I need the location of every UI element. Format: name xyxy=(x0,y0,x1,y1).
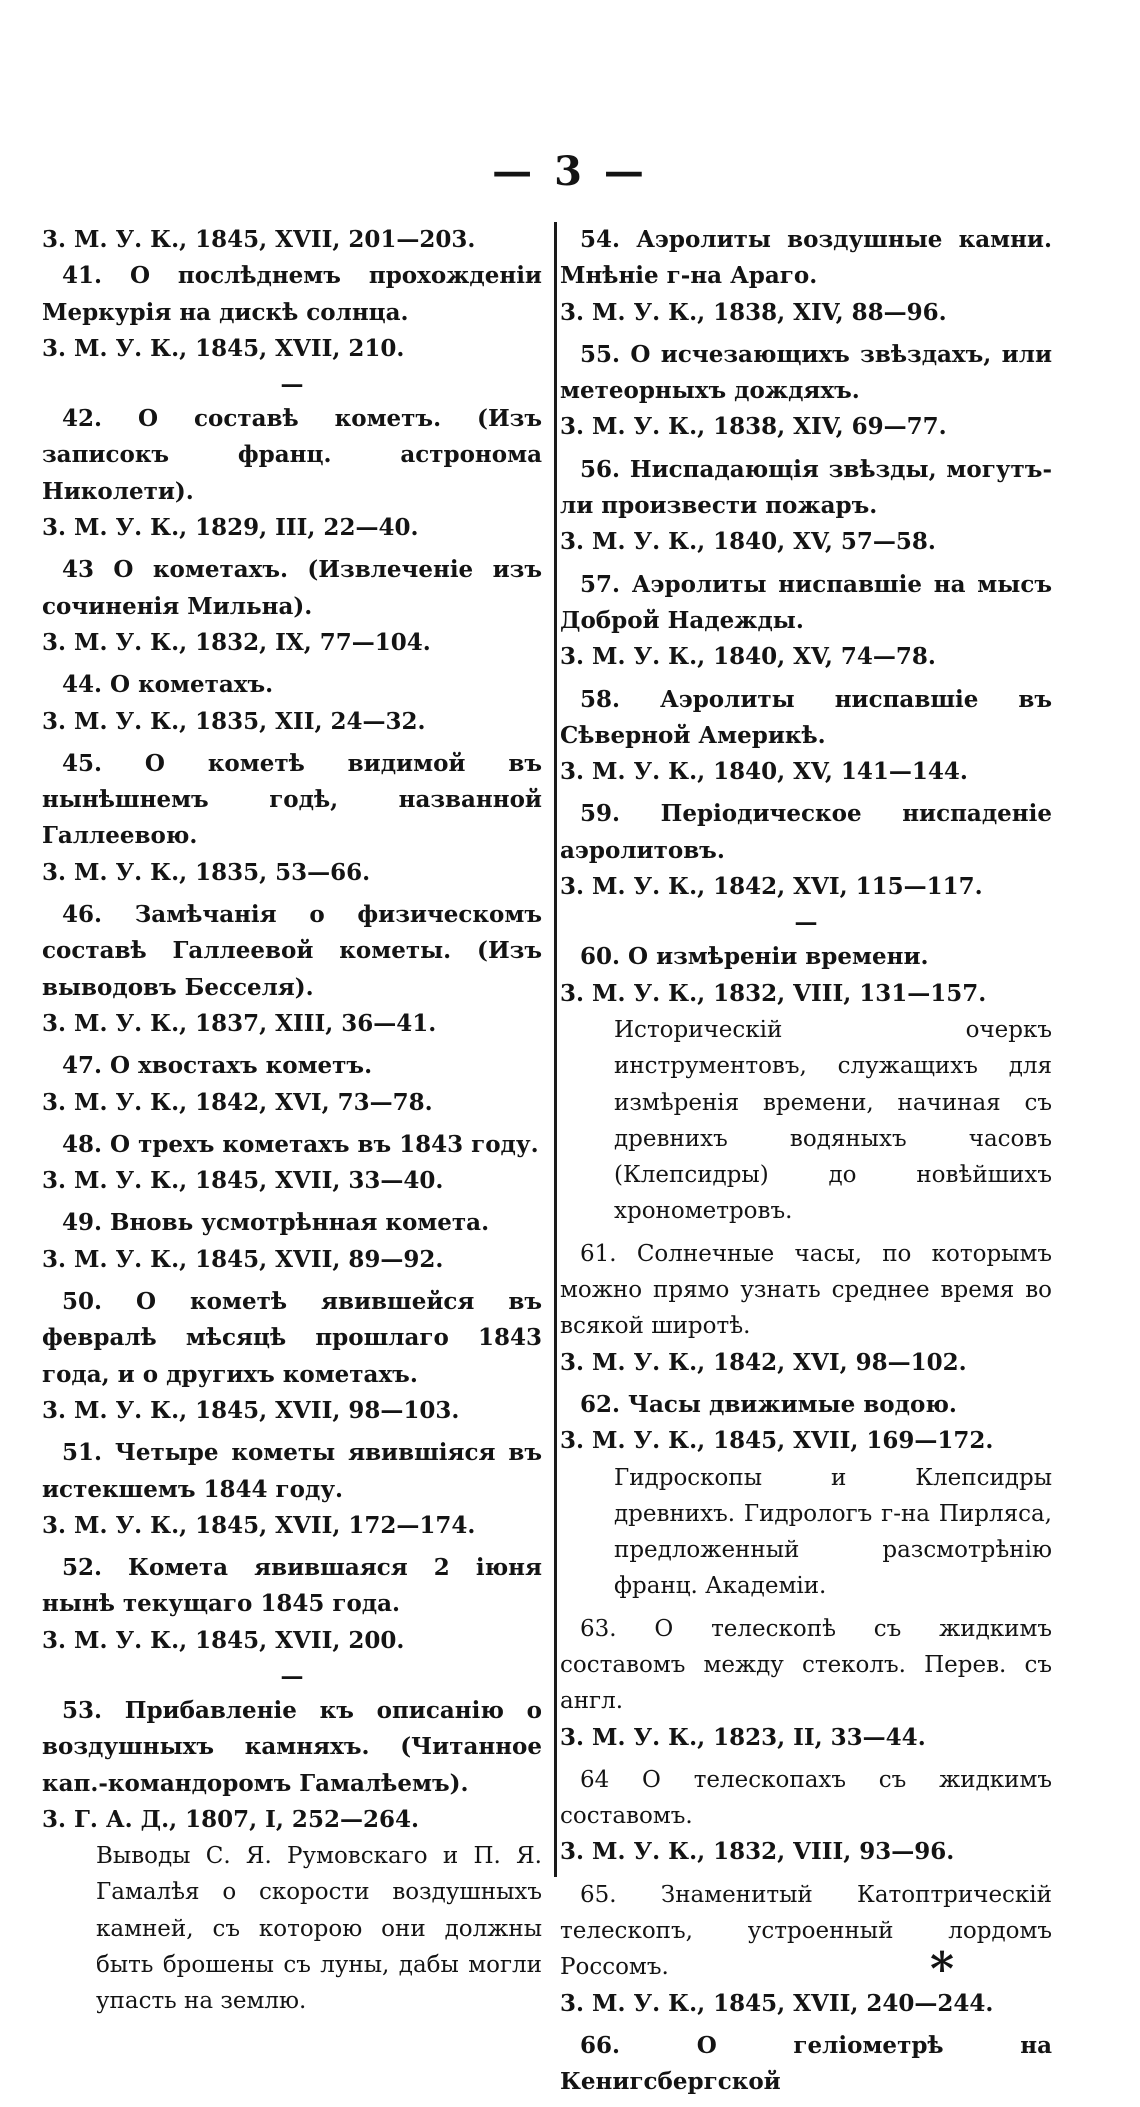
entry-note: Выводы С. Я. Румовскаго и П. Я. Гамалѣя о скорости воздушныхъ камней, съ которою они должны быть брошены съ луны, дабы могли упасть на землю. xyxy=(96,1843,542,2015)
entry-source: 3. М. У. К., 1837, XIII, 36—41. xyxy=(42,1009,437,1037)
page-number: — 3 — xyxy=(492,148,648,195)
entry-65 xyxy=(560,1877,1052,2022)
entry-source: 3. М. У. К., 1835, XII, 24—32. xyxy=(42,707,426,735)
entry-title: 41. О послѣднемъ прохожденіи Меркурія на дискѣ солнца. xyxy=(42,262,542,326)
entry-57 xyxy=(560,567,1052,676)
entry-title: 62. Часы движимые водою. xyxy=(580,1390,957,1418)
entry-title: 64 О телескопахъ съ жидкимъ составомъ. xyxy=(560,1766,1052,1830)
entry-title: 47. О хвостахъ кометъ. xyxy=(62,1052,373,1080)
entry-source: 3. М. У. К., 1845, XVII, 33—40. xyxy=(42,1167,444,1195)
entry-48 xyxy=(42,1127,542,1200)
right-column xyxy=(560,222,1052,2107)
signature-mark: * xyxy=(930,1942,955,1996)
entry-source: 3. Г. А. Д., 1807, I, 252—264. xyxy=(42,1805,419,1833)
entry-64 xyxy=(560,1762,1052,1871)
entry-title: 53. Прибавленіе къ описанію о воздушныхъ камняхъ. (Читанное кап.-командоромъ Гамалѣемъ). xyxy=(42,1696,542,1797)
entry-49 xyxy=(42,1205,542,1278)
entry-title: 49. Вновь усмотрѣнная комета. xyxy=(62,1209,490,1237)
entry-source: 3. М. У. К., 1832, VIII, 131—157. xyxy=(560,979,987,1007)
entry-title: 44. О кометахъ. xyxy=(62,671,274,699)
entry-source: 3. М. У. К., 1845, XVII, 169—172. xyxy=(560,1427,994,1455)
entry-title: 61. Солнечные часы, по которымъ можно прямо узнать среднее время во всякой широтѣ. xyxy=(560,1240,1052,1340)
entry-note: Историческій очеркъ инструментовъ, служащихъ для измѣренія времени, начиная съ древнихъ водяныхъ часовъ (Клепсидры) до новѣйшихъ хронометровъ. xyxy=(614,1016,1052,1225)
entry-44 xyxy=(42,667,542,740)
entry-54 xyxy=(560,222,1052,331)
entry-source: 3. М. У. К., 1845, XVII, 200. xyxy=(42,1626,405,1654)
entry-59 xyxy=(560,796,1052,905)
entry-63 xyxy=(560,1611,1052,1756)
entry-title: 66. О геліометрѣ на Кенигсбергской xyxy=(560,2031,1052,2096)
entry-title: 48. О трехъ кометахъ въ 1843 году. xyxy=(62,1130,539,1158)
entry-title: 55. О исчезающихъ звѣздахъ, или метеорныхъ дождяхъ. xyxy=(560,340,1052,405)
entry-61 xyxy=(560,1236,1052,1381)
entry-source: 3. М. У. К., 1845, XVII, 98—103. xyxy=(42,1396,460,1424)
entry-source: 3. М. У. К., 1845, XVII, 240—244. xyxy=(560,1989,994,2017)
section-divider: — xyxy=(280,1662,304,1690)
left-column xyxy=(42,222,542,2026)
entry-56 xyxy=(560,452,1052,561)
entry-58 xyxy=(560,682,1052,791)
entry-title: 58. Аэролиты ниспавшіе въ Сѣверной Америкѣ. xyxy=(560,685,1052,749)
entry-note: Гидроскопы и Клепсидры древнихъ. Гидрологъ г-на Пирляса, предложенный разсмотрѣнію франц. Академіи. xyxy=(614,1464,1052,1600)
entry-source: 3. М. У. К., 1823, II, 33—44. xyxy=(560,1723,926,1751)
entry-title: 51. Четыре кометы явившіяся въ истекшемъ 1844 году. xyxy=(42,1439,542,1503)
entry-42 xyxy=(42,401,542,546)
entry-title: 63. О телескопѣ съ жидкимъ составомъ между стеколъ. Перев. съ англ. xyxy=(560,1615,1052,1715)
entry-source: 3. М. У. К., 1842, XVI, 73—78. xyxy=(42,1088,433,1116)
entry-title: 42. О составѣ кометъ. (Изъ записокъ франц. астронома Николети). xyxy=(42,405,542,505)
entry-51 xyxy=(42,1435,542,1544)
entry-source: 3. М. У. К., 1838, XIV, 88—96. xyxy=(560,298,947,326)
entry-title: 52. Комета явившаяся 2 іюня нынѣ текущаго 1845 года. xyxy=(42,1554,542,1618)
entry-50 xyxy=(42,1284,542,1429)
entry-title: 56. Ниспадающія звѣзды, могутъ-ли произвести пожаръ. xyxy=(560,455,1052,520)
entry-title: 45. О кометѣ видимой въ нынѣшнемъ годѣ, названной Галлеевою. xyxy=(42,749,542,850)
entry-53 xyxy=(42,1693,542,2020)
entry-title: 60. О измѣреніи времени. xyxy=(580,943,929,971)
entry-41 xyxy=(42,258,542,367)
column-divider xyxy=(554,222,557,1877)
entry-title: 57. Аэролиты ниспавшіе на мысъ Доброй Надежды. xyxy=(560,570,1052,634)
entry-60 xyxy=(560,939,1052,1229)
entry-title: 46. Замѣчанія о физическомъ составѣ Галлеевой кометы. (Изъ выводовъ Бесселя). xyxy=(42,901,542,1001)
entry-source: 3. М. У. К., 1840, XV, 141—144. xyxy=(560,758,968,786)
entry-source: 3. М. У. К., 1845, XVII, 210. xyxy=(42,334,405,362)
entry-title: 59. Періодическое ниспаденіе аэролитовъ. xyxy=(560,800,1052,864)
entry-title: 65. Знаменитый Катоптрическій телескопъ, устроенный лордомъ Россомъ. xyxy=(560,1881,1052,1981)
entry-source: 3. М. У. К., 1845, XVII, 201—203. xyxy=(42,226,476,253)
entry-47 xyxy=(42,1048,542,1121)
entry-source: 3. М. У. К., 1829, III, 22—40. xyxy=(42,514,419,542)
entry-45 xyxy=(42,746,542,891)
entry-source: 3. М. У. К., 1838, XIV, 69—77. xyxy=(560,413,947,441)
section-divider: — xyxy=(280,371,304,399)
entry-source: 3. М. У. К., 1832, VIII, 93—96. xyxy=(560,1838,955,1866)
entry-source: 3. М. У. К., 1842, XVI, 98—102. xyxy=(560,1348,967,1376)
entry-55 xyxy=(560,337,1052,446)
entry-66 xyxy=(560,2028,1052,2101)
entry-title: 54. Аэролиты воздушные камни. Мнѣніе г-на Араго. xyxy=(560,226,1052,290)
entry-source: 3. М. У. К., 1840, XV, 57—58. xyxy=(560,528,936,556)
entry-source: 3. М. У. К., 1832, IX, 77—104. xyxy=(42,628,431,656)
entry-52 xyxy=(42,1550,542,1659)
entry-title: 43 О кометахъ. (Извлеченіе изъ сочиненія Мильна). xyxy=(42,556,542,620)
entry-source: 3. М. У. К., 1842, XVI, 115—117. xyxy=(560,873,983,901)
entry-source: 3. М. У. К., 1835, 53—66. xyxy=(42,858,371,886)
entry-46 xyxy=(42,897,542,1042)
entry-43 xyxy=(42,552,542,661)
section-divider: — xyxy=(794,909,818,937)
entry-62 xyxy=(560,1387,1052,1605)
entry-source: 3. М. У. К., 1840, XV, 74—78. xyxy=(560,643,936,671)
entry-source: 3. М. У. К., 1845, XVII, 172—174. xyxy=(42,1511,476,1539)
entry-title: 50. О кометѣ явившейся въ февралѣ мѣсяцѣ прошлаго 1843 года, и о другихъ кометахъ. xyxy=(42,1288,542,1388)
entry-source: 3. М. У. К., 1845, XVII, 89—92. xyxy=(42,1245,444,1273)
